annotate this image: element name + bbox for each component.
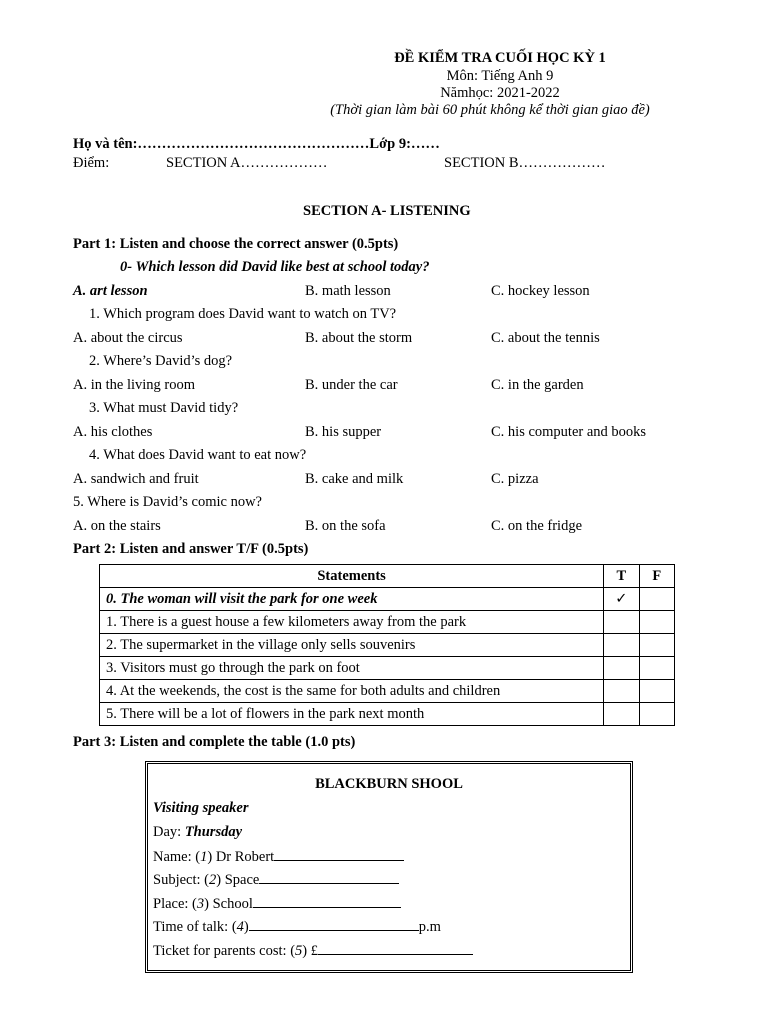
true-cell[interactable]	[604, 634, 639, 657]
subject-blank[interactable]	[259, 870, 399, 884]
score-label: Điểm:	[73, 155, 110, 171]
name-row	[153, 847, 404, 866]
part1-example-question: 0- Which lesson did David like best at school today?	[120, 259, 430, 275]
exam-subject: Môn: Tiếng Anh 9	[446, 68, 554, 84]
time-note: (Thời gian làm bài 60 phút không kể thời gian giao đề)	[330, 102, 650, 118]
true-cell[interactable]	[604, 657, 639, 680]
part1-title: Part 1: Listen and choose the correct answer (0.5pts)	[73, 236, 399, 252]
subject-label: Subject: (	[153, 872, 209, 888]
table-row	[100, 611, 675, 634]
statement-4: 4. At the weekends, the cost is the same for both adults and children	[100, 680, 604, 703]
table-row	[100, 634, 675, 657]
false-cell[interactable]	[639, 680, 674, 703]
name-number: 1	[200, 849, 208, 865]
statement-1: 1. There is a guest house a few kilometers away from the park	[100, 611, 604, 634]
false-cell[interactable]	[639, 657, 674, 680]
day-row	[153, 824, 242, 841]
ticket-value: ) £	[302, 943, 318, 959]
place-blank[interactable]	[253, 894, 401, 908]
statement-2: 2. The supermarket in the village only sells souvenirs	[100, 634, 604, 657]
true-cell[interactable]	[604, 703, 639, 726]
false-cell[interactable]	[639, 634, 674, 657]
subject-row	[153, 870, 399, 889]
place-row	[153, 894, 401, 913]
name-blank[interactable]	[274, 847, 404, 861]
q1-option-c: C. about the tennis	[491, 330, 600, 346]
q3-option-a: A. his clothes	[73, 424, 153, 440]
q5-option-c: C. on the fridge	[491, 518, 583, 534]
part1-question-5: 5. Where is David’s comic now?	[73, 494, 262, 510]
table-header-row	[100, 565, 675, 588]
day-value: Thursday	[184, 824, 243, 840]
time-label: Time of talk: (	[153, 919, 237, 935]
name-label: Name: (	[153, 849, 201, 865]
place-label: Place: (	[153, 896, 197, 912]
q2-option-a: A. in the living room	[73, 377, 196, 393]
statement-5: 5. There will be a lot of flowers in the park next month	[100, 703, 604, 726]
q3-option-b: B. his supper	[305, 424, 382, 440]
part1-question-2: 2. Where’s David’s dog?	[89, 353, 233, 369]
q4-option-c: C. pizza	[491, 471, 539, 487]
subject-value: ) Space	[216, 872, 260, 888]
place-number: 3	[196, 896, 205, 912]
ticket-row	[153, 941, 473, 960]
false-cell[interactable]	[639, 703, 674, 726]
time-close: )	[243, 919, 249, 935]
ticket-label: Ticket for parents cost: (	[153, 943, 296, 959]
true-false-table	[99, 564, 675, 726]
q2-option-b: B. under the car	[305, 377, 398, 393]
part1-question-4: 4. What does David want to eat now?	[89, 447, 307, 463]
time-row	[153, 917, 441, 936]
day-label: Day:	[153, 824, 185, 840]
false-cell[interactable]	[639, 611, 674, 634]
q4-option-a: A. sandwich and fruit	[73, 471, 199, 487]
true-cell[interactable]	[604, 680, 639, 703]
q3-option-c: C. his computer and books	[491, 424, 647, 440]
true-cell[interactable]	[604, 611, 639, 634]
section-a-title: SECTION A- LISTENING	[303, 203, 471, 219]
time-number: 4	[236, 919, 244, 935]
name-value: ) Dr Robert	[207, 849, 275, 865]
false-header: F	[639, 565, 674, 588]
part1-example-option-b: B. math lesson	[305, 283, 391, 299]
check-mark-icon: ✓	[604, 588, 639, 611]
ticket-blank[interactable]	[318, 941, 473, 955]
table-row	[100, 703, 675, 726]
part2-title: Part 2: Listen and answer T/F (0.5pts)	[73, 541, 309, 557]
subject-number: 2	[208, 872, 217, 888]
part1-question-3: 3. What must David tidy?	[89, 400, 239, 416]
place-value: ) School	[204, 896, 253, 912]
table-row	[100, 588, 675, 611]
section-a-score: SECTION A………………	[166, 155, 328, 171]
false-cell[interactable]	[639, 588, 674, 611]
section-b-score: SECTION B………………	[444, 155, 606, 171]
blackburn-school-box	[145, 761, 633, 973]
table-row	[100, 680, 675, 703]
part3-title: Part 3: Listen and complete the table (1.0 pts)	[73, 734, 356, 750]
part1-question-1: 1. Which program does David want to watch on TV?	[89, 306, 397, 322]
true-header: T	[604, 565, 639, 588]
part1-example-option-a: A. art lesson	[73, 283, 148, 299]
q4-option-b: B. cake and milk	[305, 471, 404, 487]
q5-option-a: A. on the stairs	[73, 518, 161, 534]
q1-option-b: B. about the storm	[305, 330, 413, 346]
statement-3: 3. Visitors must go through the park on foot	[100, 657, 604, 680]
box-title: BLACKBURN SHOOL	[315, 776, 463, 792]
q1-option-a: A. about the circus	[73, 330, 183, 346]
visiting-speaker-label: Visiting speaker	[153, 800, 249, 816]
time-unit: p.m	[418, 919, 441, 935]
statements-header: Statements	[100, 565, 604, 588]
student-name-line: Họ và tên:…………………………………………Lớp 9:……	[73, 136, 440, 152]
q5-option-b: B. on the sofa	[305, 518, 386, 534]
part1-example-option-c: C. hockey lesson	[491, 283, 590, 299]
table-row	[100, 657, 675, 680]
ticket-number: 5	[295, 943, 303, 959]
school-year: Nămhọc: 2021-2022	[440, 85, 560, 101]
exam-title: ĐỀ KIỂM TRA CUỐI HỌC KỲ 1	[394, 50, 606, 66]
example-statement: 0. The woman will visit the park for one week	[100, 588, 604, 611]
time-blank[interactable]	[249, 917, 419, 931]
q2-option-c: C. in the garden	[491, 377, 584, 393]
